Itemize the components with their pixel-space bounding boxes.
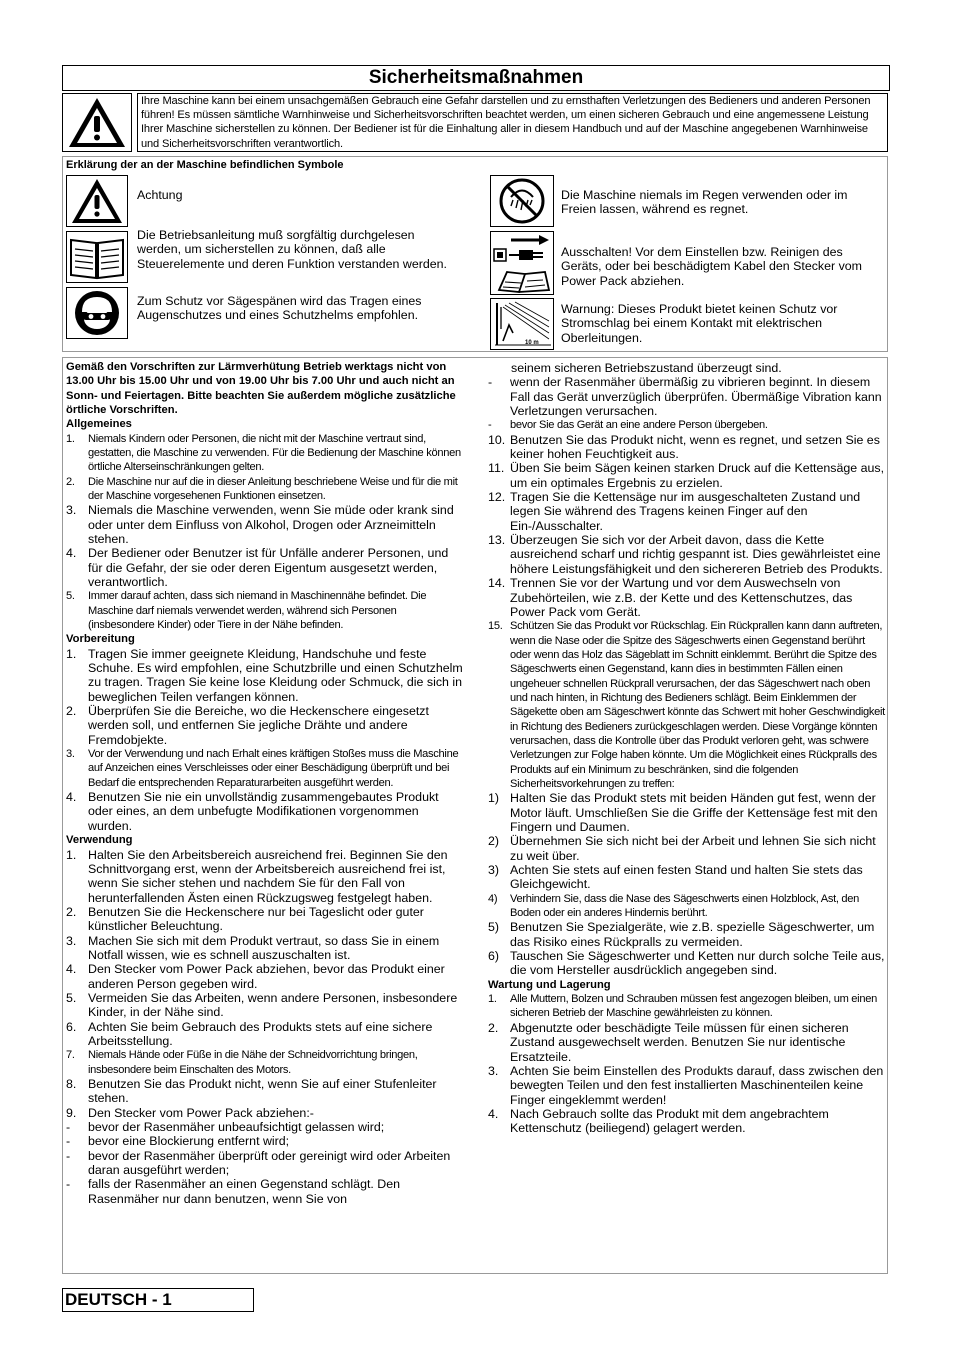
list-item [488,375,886,418]
list-item [488,619,886,791]
list-item [66,1177,464,1206]
list-item-text: Machen Sie sich mit dem Produkt vertraut, so dass Sie in einem Notfall wissen, wie es schnell auszuschalten ist. [88,933,440,962]
list-item [488,490,886,533]
list-item-number: 12. [488,490,506,505]
list-item-text: wenn der Rasenmäher übermäßig zu vibrieren beginnt. In diesem Fall das Gerät unverzüglich überprüfen. Übermäßige Vibration kann Verletzungen verursachen. [510,375,882,419]
list-item-text: Niemals Hände oder Füße in die Nähe der Schneidvorrichtung bringen, insbesondere beim Einschalten des Motors. [88,1049,418,1076]
list-item-text: Den Stecker vom Power Pack abziehen:- [88,1105,314,1120]
noise-regulation-intro: Gemäß den Vorschriften zur Lärmverhütung Betrieb werktags nicht von 13.00 Uhr bis 15.00 Uhr und von 19.00 Uhr bis 7.00 Uhr und auch nicht an Sonn- und Feiertagen. Bitte beachten Sie außerdem mögliche zusätzliche örtliche Vorschriften. [66,361,456,416]
list-item-text: Halten Sie den Arbeitsbereich ausreichend frei. Beginnen Sie den Schnittvorgang erst, wenn der Arbeitsbereich ausreichend frei ist, wenn Sie sicher stehen und nachdem Sie für den Fall von herunterfallenden Ästen einen Rückzugsweg festgelegt haben. [88,847,448,905]
list-item [488,1064,886,1107]
warning-triangle-icon [66,175,128,227]
list-item-number: - [66,1120,71,1135]
list-item-text: Benutzen Sie das Produkt nicht, wenn Sie auf einer Stufenleiter stehen. [88,1077,437,1106]
list-item-text: Verhindern Sie, dass die Nase des Sägeschwerts einen Holzblock, Ast, den Boden oder ein anderes Hindernis berührt. [510,892,860,920]
list-item-text: Benutzen Sie die Heckenschere nur bei Tageslicht oder guter künstlicher Beleuchtung. [88,904,424,934]
list-item [488,949,886,978]
list-item-number: 4. [66,546,77,561]
list-item [66,1020,464,1049]
symbol-text-manual: Die Betriebsanleitung muß sorgfältig durchgelesen werden, um sicherstellen zu können, daß alle Steuerelemente und deren Funktion verstanden werden. [137,228,447,271]
section-heading: Vorbereitung [66,633,135,646]
list-item-number: 2) [488,834,500,849]
list-item [66,589,464,632]
list-item-text: Niemals die Maschine verwenden, wenn Sie müde oder krank sind oder unter dem Einfluss von Alkohol, Drogen oder Arzneimitteln stehen. [88,503,454,546]
list-item-text: bevor der Rasenmäher überprüft oder gereinigt wird oder Arbeiten daran ausgeführt werden; [88,1148,451,1178]
list-item-number: 10. [488,432,506,447]
list-item-number: 15. [488,620,503,633]
list-item-number: - [488,419,492,432]
list-item-number: 1. [488,993,497,1006]
list-item [488,863,886,892]
list-item-text: Überzeugen Sie sich vor der Arbeit davon, dass die Kette ausreichend scharf und richtig gespannt ist. Dies gewährleistet eine höhere Leistungsfähigkeit und den sichereren Betrieb des Produkts. [510,533,883,576]
list-item-number: 14. [488,576,506,591]
list-item-text: Den Stecker vom Power Pack abziehen, bevor das Produkt einer anderen Person gegeben wird. [88,962,445,991]
list-item [66,905,464,934]
list-item-text: Schützen Sie das Produkt vor Rückschlag. Ein Rückprallen kann dann auftreten, wenn die Nase oder die Spitze des Sägeschwerts einen Gegenstand berührt oder wenn das Holz das Sägeblatt im Schnitt einklemmt. Berührt die Spitze des Sägeschwerts einen Gegenstand, kann dies in bestimmten Fällen einen ungeheuer schnellen Rückprall verursachen, der das Sägeschwert nach oben und nach hinten, in Richtung des Bedieners schlägt. Beim Einklemmen der Sägekette oben am Sägeschwert könnte das Schwert mit hoher Geschwindigkeit in Richtung des Bedieners zurückgeschlagen werden. Diese Vorgänge könnten verursachen, dass die Kontrolle über das Produkt verloren geht, was schwere Verletzungen zur Folge haben könnte. Um die Möglichkeit eines Rückpralls des Produkts auf ein Minimum zu beschränken, sind die folgenden Sicherheitsvorkehrungen zu treffen: [510,620,885,790]
list-item-text: Nach Gebrauch sollte das Produkt mit dem angebrachtem Kettenschutz (beiliegend) gelagert werden. [510,1106,829,1136]
list-item [488,576,886,619]
list-item [66,848,464,905]
list-item-text: Benutzen Sie nie ein unvollständig zusammengebautes Produkt oder eines, an dem unbefugte Modifikationen vorgenommen wurden. [88,790,439,833]
list-item [488,461,886,490]
list-item [66,475,464,504]
section-heading: Verwendung [66,834,133,847]
list-item-number: - [66,1148,71,1163]
symbol-text-attention: Achtung [137,188,183,202]
page-title: Sicherheitsmaßnahmen [62,65,890,91]
list-item-number: 9. [66,1105,77,1120]
list-item [66,503,464,546]
list-item-number: 2. [488,1020,499,1035]
list-item-number: 13. [488,533,506,548]
list-item [66,647,464,704]
list-item [66,546,464,589]
list-item [66,1149,464,1178]
list-item-number: - [488,375,493,390]
list-item-number: 4) [488,892,498,905]
unplug-icon [490,231,554,295]
list-item [488,892,886,921]
list-item [66,704,464,747]
warning-section [62,93,888,152]
list-item-number: - [66,1134,71,1149]
list-item-text: Die Maschine nur auf die in dieser Anleitung beschriebene Weise und für die mit der Maschine vorgesehenen Funktionen einsetzen. [88,475,458,502]
list-item-number: 2. [66,704,77,719]
symbols-section [62,156,888,352]
list-item [66,790,464,833]
symbol-text-power-line: Warnung: Dieses Produkt bietet keinen Schutz vor Stromschlag bei einem Kontakt mit elektrischen Oberleitungen. [561,302,838,345]
list-item-number: 2. [66,475,75,488]
list-item-text: bevor der Rasenmäher unbeaufsichtigt gelassen wird; [88,1120,385,1135]
list-item [488,791,886,834]
left-column [66,360,464,1206]
list-item-text: bevor Sie das Gerät an eine andere Person übergeben. [510,419,768,432]
list-item-number: 1. [66,646,77,661]
list-item [66,962,464,991]
warning-text: Ihre Maschine kann bei einem unsachgemäßen Gebrauch eine Gefahr darstellen und zu ernsthaften Verletzungen des Bedieners und anderen Personen führen! Es müssen sämtliche Warnhinweise und Sicherheitsvorschriften beachtet werden, um einen sicheren Gebrauch und eine angemessene Leistung Ihrer Maschine sicherstellen zu können. Der Bediener ist für die Einhaltung aller in diesem Handbuch und auf der Maschine angegebenen Warnhinweise und Sicherheitsvorschriften verantwortlich. [137,93,888,152]
list-item-text: Der Bediener oder Benutzer ist für Unfälle anderer Personen, und für die Gefahr, der sie oder deren Eigentum ausgesetzt werden, verantwortlich. [88,546,449,589]
list-item-text: Achten Sie beim Einstellen des Produkts darauf, dass zwischen den bewegten Teilen und den fest installierten Maschinenteilen keine Finger eingeklemmt werden! [510,1063,884,1107]
list-item-text: Achten Sie stets auf einen festen Stand und halten Sie stets das Gleichgewicht. [510,863,863,892]
list-item-number: 2. [66,904,77,919]
list-item-text: bevor eine Blockierung entfernt wird; [88,1134,290,1149]
list-item-number: 3) [488,863,500,878]
list-item [488,834,886,863]
list-item-text: falls der Rasenmäher an einen Gegenstand schlägt. Den Rasenmäher nur dann benutzen, wenn Sie von [88,1177,401,1206]
list-item [488,418,886,432]
symbol-text-unplug: Ausschalten! Vor dem Einstellen bzw. Reinigen des Geräts, oder bei beschädigtem Kabel den Stecker vom Power Pack abziehen. [561,245,862,288]
list-item-number: 6. [66,1019,77,1034]
list-item-number: 1. [66,432,75,445]
list-item [488,533,886,576]
list-item [488,992,886,1021]
list-item [66,747,464,790]
power-line-icon [490,298,554,350]
list-item [66,432,464,475]
warning-triangle-icon [62,93,132,152]
list-item-text: Überprüfen Sie die Bereiche, wo die Heckenschere eingesetzt werden soll, und entfernen Sie jegliche Drähte und andere Fremdobjekte. [88,704,429,747]
list-item-text: Alle Muttern, Bolzen und Schrauben müssen fest angezogen bleiben, um einen sicheren Betrieb der Maschine gewährleisten zu können. [510,993,877,1020]
list-item-number: 3. [488,1063,499,1078]
list-item-number: 4. [66,962,77,977]
right-column [488,361,886,1136]
list-item-text: Übernehmen Sie sich nicht bei der Arbeit und lehnen Sie sich nicht zu weit über. [510,834,876,863]
list-item [66,934,464,963]
list-item-text: Abgenutzte oder beschädigte Teile müssen für einen sicheren Zustand ausgewechselt werden. Benutzen Sie nur identische Ersatzteile. [510,1020,849,1064]
list-item-text: Üben Sie beim Sägen keinen starken Druck auf die Kettensäge aus, um ein optimales Ergebnis zu erzielen. [510,461,885,490]
list-item [66,991,464,1020]
list-item-text: Vermeiden Sie das Arbeiten, wenn andere Personen, insbesondere Kinder, in der Nähe sind. [88,990,458,1020]
list-item-text: Benutzen Sie Spezialgeräte, wie z.B. spezielle Sägeschwerter, um das Risiko eines Rückpralls zu vermeiden. [510,920,875,949]
list-item-number: 4. [488,1106,499,1121]
list-item-number: 3. [66,503,77,518]
list-item-text: Tragen Sie die Kettensäge nur im ausgeschalteten Zustand und legen Sie während des Tragens keinen Finger auf den Ein-/Ausschalter. [510,490,861,533]
list-item-number: 5. [66,990,77,1005]
power-line-label: 10 m [525,340,539,346]
list-item-text: Benutzen Sie das Produkt nicht, wenn es regnet, und setzen Sie es keiner hohen Feuchtigkeit aus. [510,432,880,462]
list-item [66,1120,464,1134]
list-item-text: Immer darauf achten, dass sich niemand in Maschinennähe befindet. Die Maschine darf niemals verwendet werden, während sich Personen (insbesondere Kinder) oder Tiere in der Nähe befinden. [88,590,427,631]
symbol-text-helmet: Zum Schutz vor Sägespänen wird das Tragen eines Augenschutzes und eines Schutzhelms empfohlen. [137,294,422,323]
list-item-number: 3. [66,748,75,761]
symbol-text-no-rain: Die Maschine niemals im Regen verwenden oder im Freien lassen, während es regnet. [561,188,848,217]
list-item-number: 8. [66,1077,77,1091]
list-item-number: - [66,1177,71,1192]
page-footer: DEUTSCH - 1 [62,1288,254,1312]
list-item-number: 11. [488,461,505,476]
list-item-text: Tauschen Sie Sägeschwerter und Ketten nur durch solche Teile aus, die vom Hersteller ausdrücklich angegeben sind. [510,949,885,978]
list-item [66,1134,464,1148]
list-item-number: 4. [66,790,77,805]
manual-book-icon [66,231,128,283]
list-item-number: 6) [488,949,500,964]
list-item-text: Achten Sie beim Gebrauch des Produkts stets auf eine sichere Arbeitsstellung. [88,1019,433,1048]
list-item-text: Vor der Verwendung und nach Erhalt eines kräftigen Stoßes muss die Maschine auf Anzeichen eines Verschleisses oder einer Beschädigung überprüft und bei Bedarf die entsprechenden Reparaturarbeiten ausgeführt werden. [88,748,459,789]
helmet-goggles-icon [66,287,128,339]
list-item-number: 5. [66,590,75,603]
list-item-number: 3. [66,933,77,948]
list-item [488,920,886,949]
list-item [488,433,886,462]
list-item-number: 5) [488,920,500,935]
list-item [66,1106,464,1120]
list-item [488,1107,886,1136]
no-rain-icon [490,175,554,227]
list-item [66,1077,464,1106]
symbols-heading: Erklärung der an der Maschine befindlichen Symbole [66,159,344,171]
instructions-section [62,357,888,1274]
list-item [488,1021,886,1064]
section-heading: Allgemeines [66,418,132,431]
list-item-number: 1. [66,847,77,862]
list-item-text: Trennen Sie vor der Wartung und vor dem Auswechseln von Zubehörteilen, wie z.B. der Kette und des Kettenschutzes, das Power Pack vom Gerät. [510,576,853,619]
list-item-text: Halten Sie das Produkt stets mit beiden Händen gut fest, wenn der Motor läuft. Umschließen Sie die Griffe der Kettensäge fest mit den Fingern und Daumen. [510,791,878,834]
list-item-number: 1) [488,791,500,806]
continuation-text: seinem sicheren Betriebszustand überzeugt sind. [511,361,782,375]
list-item-text: Tragen Sie immer geeignete Kleidung, Handschuhe und feste Schuhe. Es wird empfohlen, eine Schutzbrille und einen Schutzhelm zu tragen. Tragen Sie keine lose Kleidung oder Schmuck, die sich in beweglichen Teilen verfangen können. [88,646,463,704]
list-item-number: 7. [66,1049,75,1062]
section-heading: Wartung und Lagerung [488,978,611,991]
list-item-text: Niemals Kindern oder Personen, die nicht mit der Maschine vertraut sind, gestatten, die Maschine zu verwenden. Für die Bedienung der Maschine können örtliche Alterseinschränkungen gelten. [88,432,461,474]
list-item [66,1048,464,1077]
